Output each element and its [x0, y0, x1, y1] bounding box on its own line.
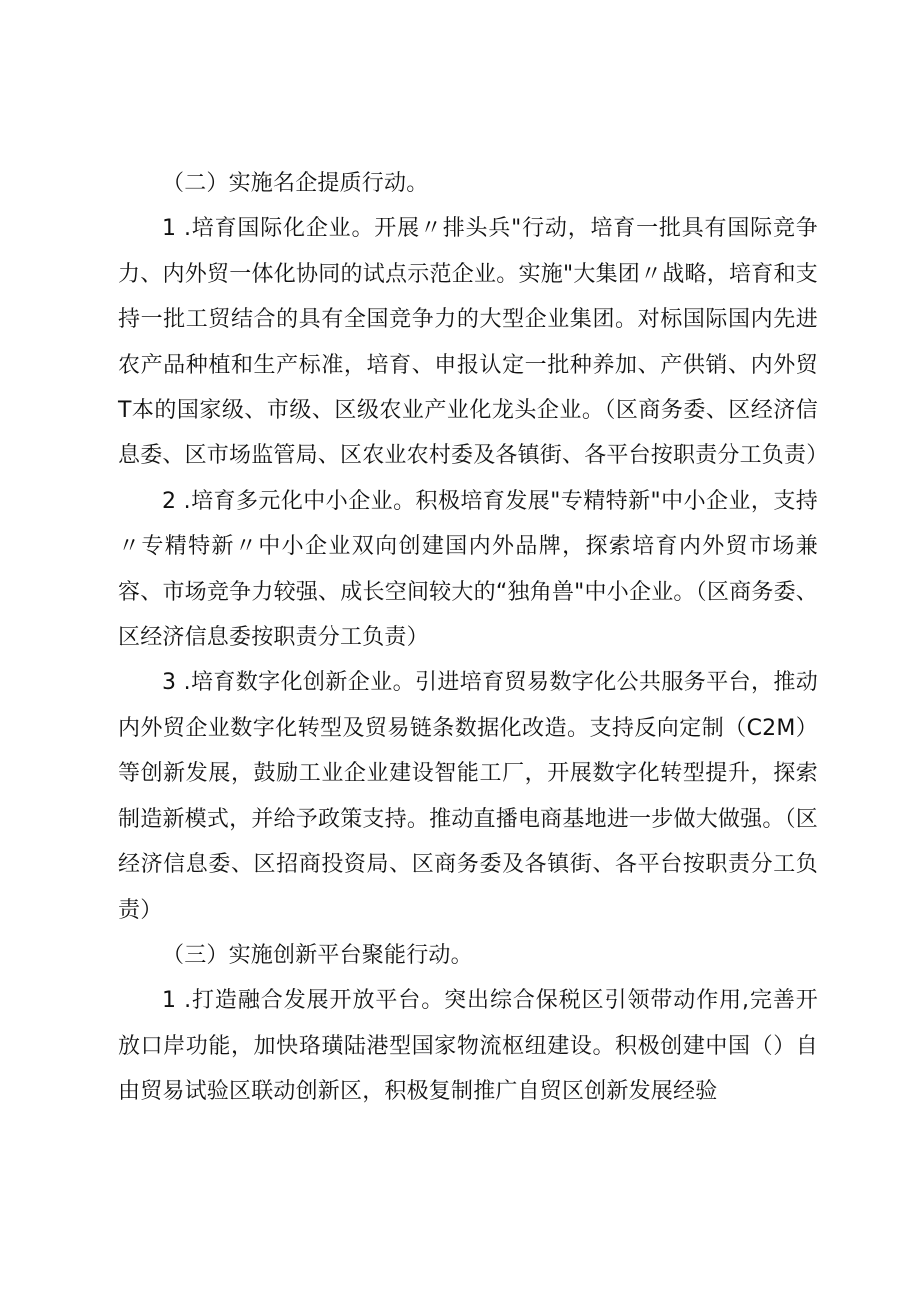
section-heading-2: （二）实施名企提质行动。: [162, 171, 429, 196]
paragraph-digital-enterprises: 3 .培育数字化创新企业。引进培育贸易数字化公共服务平台，推动内外贸企业数字化转型及贸易链条数据化改造。支持反向定制（C2M）等创新发展，鼓励工业企业建设智能工厂，开展数字化转型提升，探索制造新模式，并给予政策支持。推动直播电商基地进一步做大做强。（区经济信息委、区招商投资局、区商务委及各镇街、各平台按职责分工负责）: [118, 670, 818, 923]
document-body: [118, 161, 829, 1115]
paragraph-international-enterprises: 1 .培育国际化企业。开展〃排头兵"行动，培育一批具有国际竞争力、内外贸一体化协同的试点示范企业。实施"大集团〃战略，培育和支持一批工贸结合的具有全国竞争力的大型企业集团。对标国际国内先进农产品种植和生产标准，培育、申报认定一批种养加、产供销、内外贸T本的国家级、市级、区级农业产业化龙头企业。（区商务委、区经济信息委、区市场监管局、区农业农村委及各镇街、各平台按职责分工负责）: [118, 216, 829, 469]
paragraph-sme-enterprises: 2 .培育多元化中小企业。积极培育发展"专精特新"中小企业，支持〃专精特新〃中小企业双向创建国内外品牌，探索培育内外贸市场兼容、市场竞争力较强、成长空间较大的“独角兽"中小企业。（区商务委、区经济信息委按职责分工负责）: [118, 488, 818, 651]
paragraph-open-platform: 1 .打造融合发展开放平台。突出综合保税区引领带动作用,完善开放口岸功能，加快珞璜陆港型国家物流枢纽建设。积极创建中国（）自由贸易试验区联动创新区，积极复制推广自贸区创新发展经验: [118, 988, 818, 1105]
section-heading-3: （三）实施创新平台聚能行动。: [162, 942, 473, 968]
